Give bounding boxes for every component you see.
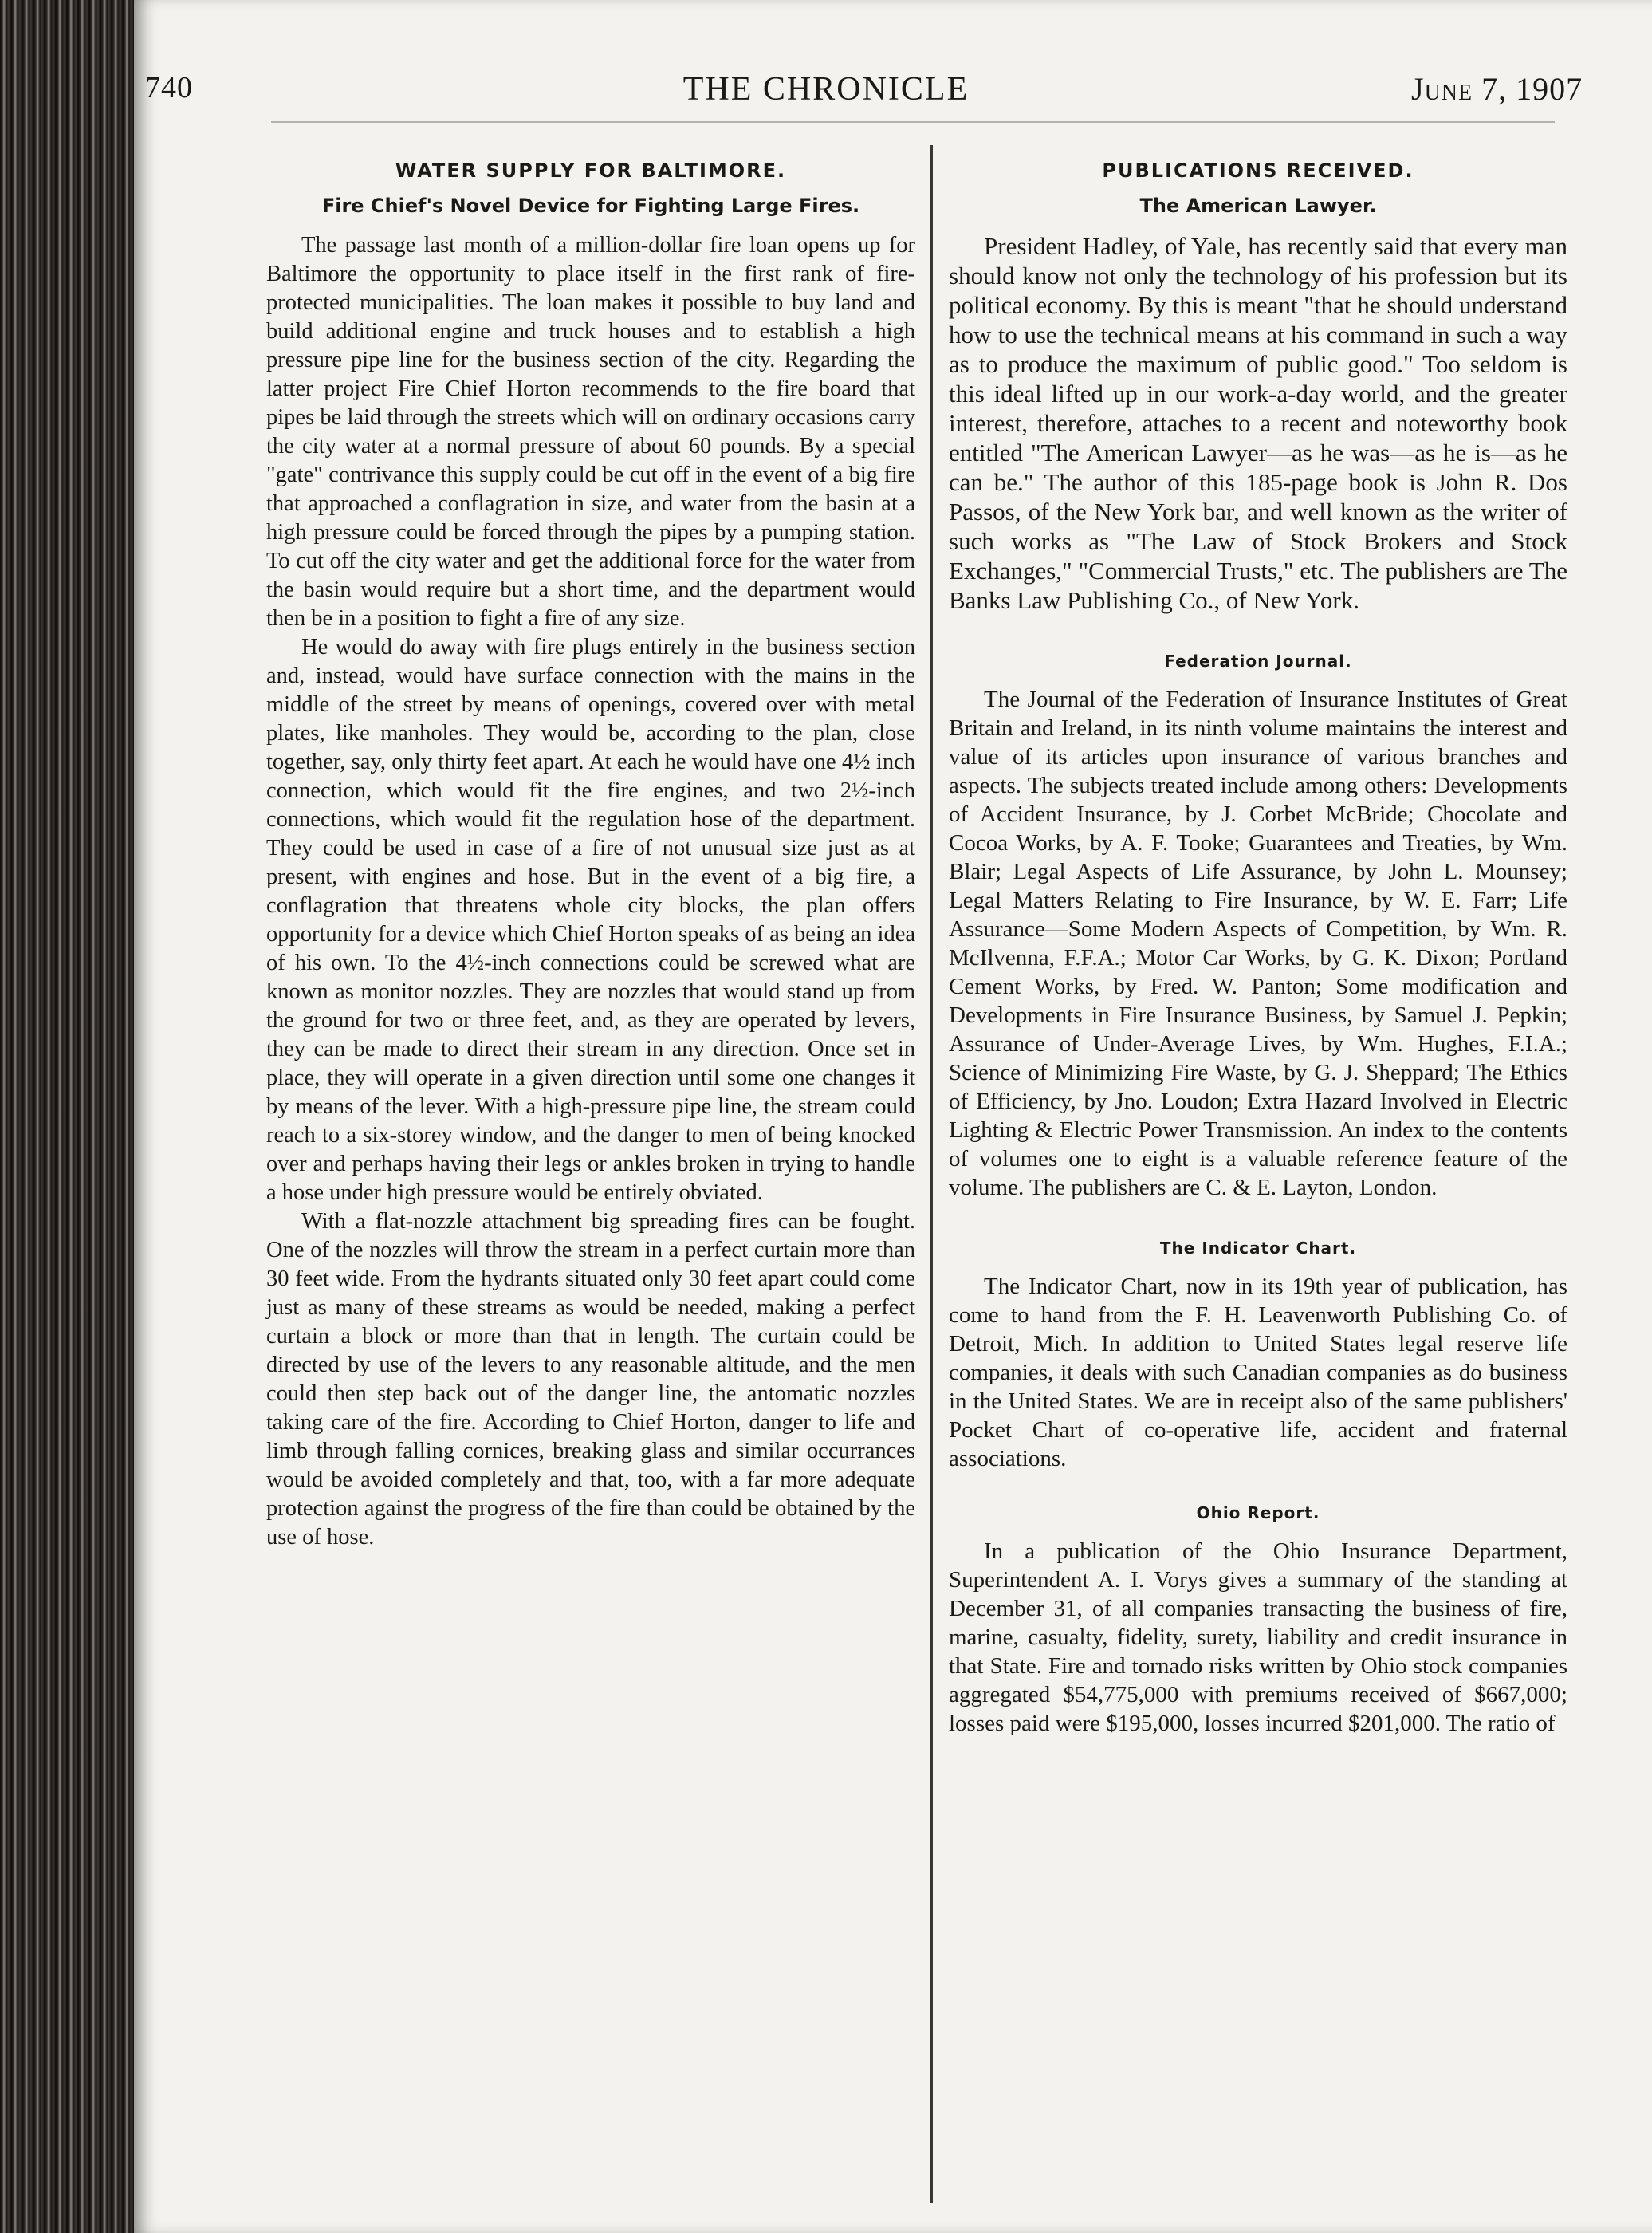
issue-date: June 7, 1907 — [1411, 71, 1583, 107]
section-title-federation-journal: Federation Journal. — [1164, 652, 1352, 671]
article-heading: WATER SUPPLY FOR BALTIMORE. — [395, 160, 787, 182]
article-paragraph: The passage last month of a million-dollar fire loan opens up for Baltimore the opportunity to place itself in the first rank of fire-protected municipalities. The loan makes it possible to buy land and build additional engine and truck houses and to establish a high pressure pipe line for the business section of the city. Regarding the latter project Fire Chief Horton recommends to the fire board that pipes be laid through the streets which will on ordinary occasions carry the city water at a normal pressure of about 60 pounds. By a special "gate" contrivance this supply could be cut off in the event of a big fire that approached a conflagration in size, and water from the basin at a high pressure could be forced through the pipes by a pumping station. To cut off the city water and get the additional force for the water from the basin would require but a short time, and the department would then be in a position to fight a fire of any size. — [266, 233, 915, 631]
section-title-american-lawyer: The American Lawyer. — [1139, 195, 1377, 217]
book-spine-edge — [0, 0, 137, 2233]
masthead-title: THE CHRONICLE — [682, 71, 970, 108]
article-paragraph: With a flat-nozzle attachment big spreading fires can be fought. One of the nozzles will throw the stream in a perfect curtain more than 30 feet wide. From the hydrants situated only 30 feet apart could come just as many of these streams as would be needed, making a perfect curtain a block or more than that in length. The curtain could be directed by use of the levers to any reasonable altitude, and the men could then step back out of the danger line, the antomatic nozzles taking care of the fire. According to Chief Horton, danger to life and limb through falling cornices, breaking glass and similar occurrances would be avoided completely and that, too, with a far more adequate protection against the progress of the fire than could be obtained by the use of hose. — [266, 1209, 915, 1550]
page-number: 740 — [145, 71, 193, 104]
column-divider — [930, 145, 933, 2203]
header-rule — [271, 121, 1555, 123]
section-text-indicator-chart: The Indicator Chart, now in its 19th year of publication, has come to hand from the F. H. Leavenworth Publishing Co. of Detroit, Mich. In addition to United States legal reserve life companies, it deals with such Canadian companies as do business in the United States. We are in receipt also of the same publishers' Pocket Chart of co-operative life, accident and fraternal associations. — [949, 1274, 1567, 1471]
article-paragraph: He would do away with fire plugs entirely in the business section and, instead, would have surface connection with the mains in the middle of the street by means of openings, covered over with metal plates, like manholes. They would be, according to the plan, close together, say, only thirty feet apart. At each he would have one 4½ inch connection, which would fit the fire engines, and two 2½-inch connections, which would fit the regulation hose of the department. They could be used in case of a fire of not unusual size just as at present, with engines and hose. But in the event of a big fire, a conflagration that threatens whole city blocks, the plan offers opportunity for a device which Chief Horton speaks of as being an idea of his own. To the 4½-inch connections could be screwed what are known as monitor nozzles. They are nozzles that would stand up from the ground for two or three feet, and, as they are operated by levers, they can be made to direct their stream in any direction. Once set in place, they will operate in a given direction until some one changes it by means of the lever. With a high-pressure pipe line, the stream could reach to a six-storey window, and the danger to men of being knocked over and perhaps having their legs or ankles broken in trying to handle a hose under high pressure would be entirely obviated. — [266, 635, 915, 1205]
publications-heading: PUBLICATIONS RECEIVED. — [1102, 160, 1414, 182]
right-column — [949, 160, 1567, 1738]
section-text-ohio-report: In a publication of the Ohio Insurance Department, Superintendent A. I. Vorys gives a summary of the standing at December 31, of all companies transacting the business of fire, marine, casualty, fidelity, surety, liability and credit insurance in that State. Fire and tornado risks written by Ohio stock companies aggregated $54,775,000 with premiums received of $667,000; losses paid were $195,000, losses incurred $201,000. The ratio of — [949, 1538, 1567, 1736]
section-title-ohio-report: Ohio Report. — [1196, 1503, 1320, 1522]
section-text-federation-journal: The Journal of the Federation of Insurance Institutes of Great Britain and Ireland, in its ninth volume maintains the interest and value of its articles upon insurance of various branches and aspects. The subjects treated include among others: Developments of Accident Insurance, by J. Corbet McBride; Chocolate and Cocoa Works, by A. F. Tooke; Guarantees and Treaties, by Wm. Blair; Legal Aspects of Life Assurance, by John L. Mounsey; Legal Matters Relating to Fire Insurance, by W. E. Farr; Life Assurance—Some Modern Aspects of Competition, by Wm. R. McIlvenna, F.F.A.; Motor Car Works, by G. K. Dixon; Portland Cement Works, by Fred. W. Panton; Some modification and Developments in Fire Insurance Business, by Samuel J. Pepkin; Assurance of Under-Average Lives, by Wm. Hughes, F.I.A.; Science of Minimizing Fire Waste, by G. J. Sheppard; The Ethics of Efficiency, by Jno. Loudon; Extra Hazard Involved in Electric Lighting & Electric Power Transmission. An index to the contents of volumes one to eight is a valuable reference feature of the volume. The publishers are C. & E. Layton, London. — [949, 687, 1567, 1200]
left-column — [266, 160, 915, 1552]
section-title-indicator-chart: The Indicator Chart. — [1159, 1239, 1357, 1258]
section-text-american-lawyer: President Hadley, of Yale, has recently said that every man should know not only the technology of his profession but its political economy. By this is meant "that he should understand how to use the technical means at his command in such a way as to produce the maximum of public good." Too seldom is this ideal lifted up in our work-a-day world, and the greater interest, therefore, attaches to a recent and noteworthy book entitled "The American Lawyer—as he was—as he is—as he can be." The author of this 185-page book is John R. Dos Passos, of the New York bar, and well known as the writer of such works as "The Law of Stock Brokers and Stock Exchanges," "Commercial Trusts," etc. The publishers are The Banks Law Publishing Co., of New York. — [949, 232, 1567, 614]
article-subheading: Fire Chief's Novel Device for Fighting Large Fires. — [321, 195, 860, 217]
